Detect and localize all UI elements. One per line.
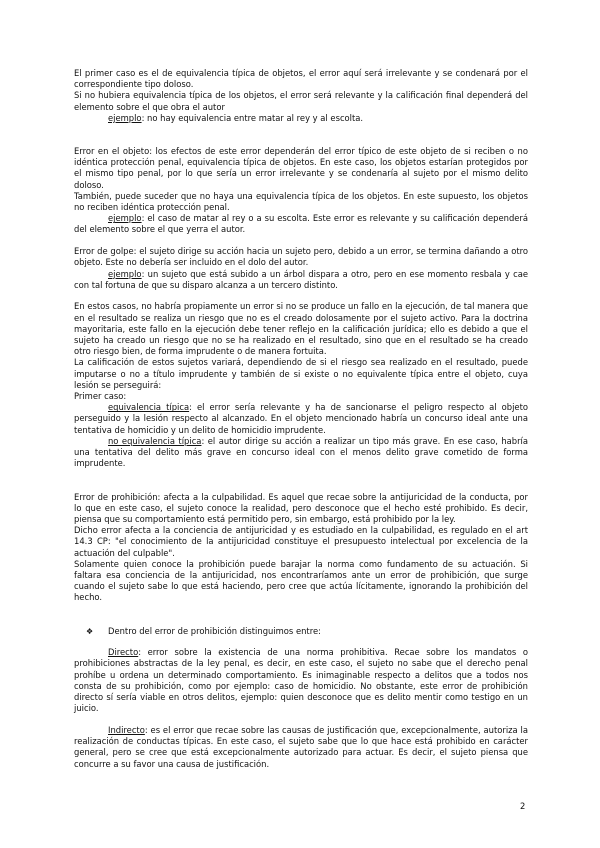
error-directo xyxy=(74,647,528,714)
paragraph-error-prohibicion: Error de prohibición: afecta a la culpabilidad. Es aquel que recae sobre la antijuricidad de la conducta, por lo que en este caso, el sujeto conoce la realidad, pero desconoce que el hecho esté prohibido. Es decir, piensa que su comportamiento está permitido pero, sin embargo, está prohibido por la ley. xyxy=(74,491,528,524)
example-label: ejemplo xyxy=(108,213,142,224)
paragraph-fallo-ejecucion: En estos casos, no habría propiamente un error si no se produce un fallo en la ejecución, de tal manera que en el resultado se realiza un riesgo que no es el creado dolosamente por el sujeto activo. Para la doctrina mayoritaria, este fallo en la ejecución debe tener reflejo en la calificación jurídica; ello es debido a que el sujeto ha creado un riesgo que no se ha realizado en el resultado, sino que en el resultado se ha creado otro riesgo bien, de forma imprudente o de manera fortuita. xyxy=(74,301,528,357)
paragraph-primer-caso: Primer caso: xyxy=(74,391,127,402)
paragraph-tambien: También, puede suceder que no haya una equivalencia típica de los objetos. En este supuesto, los objetos no reciben idéntica protección penal. xyxy=(74,190,528,213)
page-number: 2 xyxy=(520,801,526,811)
example-label: ejemplo xyxy=(108,268,142,279)
equivalencia-text: : el error sería relevante y ha de sancionarse el peligro respecto al objeto perseguido y la lesión respecto al alcanzado. En el objeto mencionado habría un concurso ideal ante una tentativa de homicidio y un delito de homicidio imprudente. xyxy=(74,402,528,435)
example-2 xyxy=(74,213,528,235)
bullet-item xyxy=(86,626,528,637)
indirecto-text: : es el error que recae sobre las causas de justificación que, excepcionalmente, autoriza la realización de conductas típicas. En este caso, el sujeto sabe que lo que hace está prohibido en carácter general, pero se cree que está excepcionalmente autorizado para actuar. Es decir, el sujeto piensa que concurre a su favor una causa de justificación. xyxy=(74,724,528,769)
indirecto-label: Indirecto xyxy=(108,724,145,735)
paragraph-error-golpe: Error de golpe: el sujeto dirige su acción hacia un sujeto pero, debido a un error, se termina dañando a otro objeto. Este no debería ser incluido en el dolo del autor. xyxy=(74,246,528,268)
paragraph-equivalencia-intro: El primer caso es el de equivalencia típica de objetos, el error aquí será irrelevante y se condenará por el correspondiente tipo doloso. xyxy=(74,68,528,90)
no-equivalencia-tipica xyxy=(74,436,528,470)
directo-label: Directo xyxy=(108,647,139,658)
example-label: ejemplo xyxy=(108,112,142,123)
example-1 xyxy=(74,113,528,124)
diamond-bullet-icon: ❖ xyxy=(86,626,94,636)
no-equivalencia-label: no equivalencia típica xyxy=(108,435,202,446)
example-text: : el caso de matar al rey o a su escolta. Este error es relevante y su calificación dependerá del elemento sobre el que yerra el autor. xyxy=(74,213,528,235)
error-indirecto xyxy=(74,725,528,770)
bullet-text: Dentro del error de prohibición distinguimos entre: xyxy=(108,625,321,636)
document-body xyxy=(74,68,528,770)
paragraph-calificacion: La calificación de estos sujetos variará, dependiendo de si el riesgo sea realizado en el resultado, puede imputarse o no a título imprudente y también de si existe o no equivalente típica entre el objeto, cuya lesión se perseguirá: xyxy=(74,357,528,390)
paragraph-error-objeto: Error en el objeto: los efectos de este error dependerán del error típico de este objeto de si reciben o no idéntica protección penal, equivalencia típica de objetos. En este caso, los objetos estarían protegidos por el mismo tipo penal, por lo que sería un error irrelevante y se condenaría al sujeto por el mismo delito doloso. xyxy=(74,146,528,190)
equivalencia-label: equivalencia típica xyxy=(108,402,190,413)
paragraph-solamente: Solamente quien conoce la prohibición puede barajar la norma como fundamento de su actuación. Si faltara esa conciencia de la antijuricidad, nos encontraríamos ante un error de prohibición, que surge cuando el sujeto sabe lo que está haciendo, pero cree que actúa lícitamente, ignorando la prohibición del hecho. xyxy=(74,558,528,603)
equivalencia-tipica xyxy=(74,402,528,436)
example-text: : un sujeto que está subido a un árbol dispara a otro, pero en ese momento resbala y cae con tal fortuna de que su disparo alcanza a un tercero distinto. xyxy=(74,268,528,290)
example-text: : no hay equivalencia entre matar al rey y al escolta. xyxy=(141,112,364,123)
paragraph-no-equivalencia: Si no hubiera equivalencia típica de los objetos, el error será relevante y la calificación final dependerá del elemento sobre el que obra el autor xyxy=(74,90,528,112)
no-equivalencia-text: : el autor dirige su acción a realizar un tipo más grave. En ese caso, habría una tentativa del delito más grave en concurso ideal con el menos delito grave cometido de forma imprudente. xyxy=(74,435,528,469)
paragraph-conciencia: Dicho error afecta a la conciencia de antijuricidad y es estudiado en la culpabilidad, es regulado en el art 14.3 CP: "el conocimiento de la antijuricidad constituye el presupuesto intelectual por excelencia de la actuación del culpable". xyxy=(74,525,528,558)
example-3 xyxy=(74,269,528,291)
directo-text: : error sobre la existencia de una norma prohibitiva. Recae sobre los mandatos o prohibiciones abstractas de la ley penal, es decir, en este caso, el sujeto no sabe que el derecho penal prohíbe u ordena un determinado comportamiento. Es inimaginable respecto a delitos que a todos nos consta de su prohibición, como por ejemplo: caso de homicidio. No obstante, este error de prohibición directo sí sería viable en otros delitos, ejemplo: quien desconoce que es delito mentir como testigo en un juicio. xyxy=(74,647,528,714)
